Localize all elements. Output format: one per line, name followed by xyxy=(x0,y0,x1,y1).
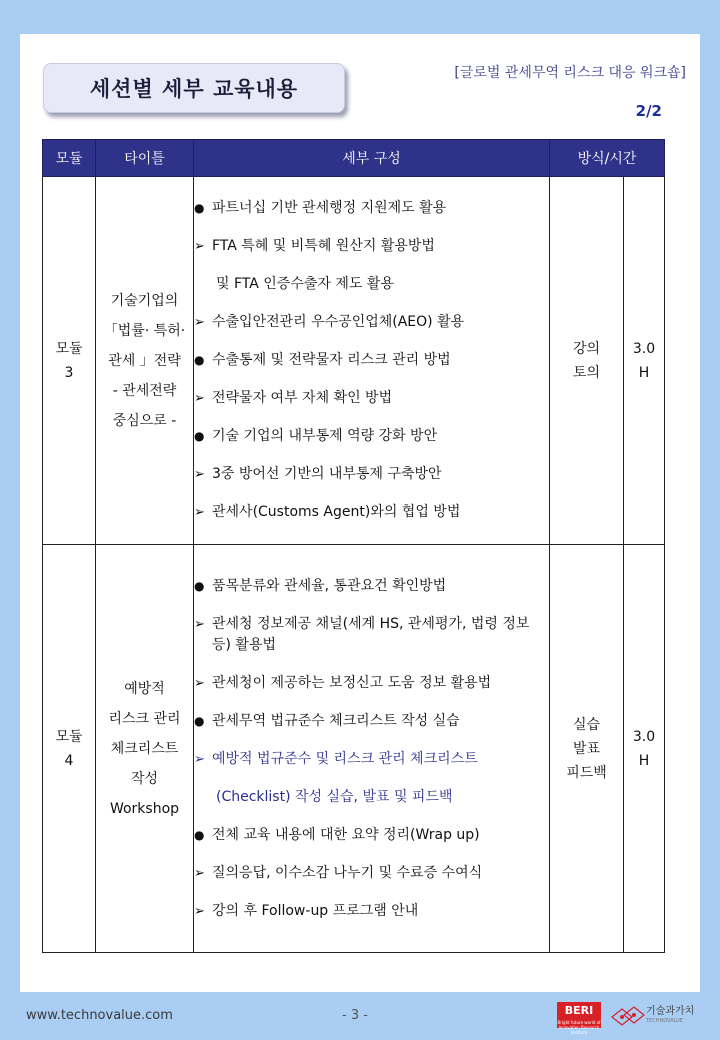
bullet-icon: ● xyxy=(194,201,205,215)
bullet-icon: ● xyxy=(194,827,205,842)
detail-item xyxy=(194,614,549,656)
footer-url: www.technovalue.com xyxy=(26,1008,173,1023)
table-header-row xyxy=(43,140,665,177)
beri-logo-text: BERI xyxy=(564,1004,594,1017)
technovalue-logo xyxy=(610,1002,706,1028)
detail-text: 질의응답, 이수소감 나누기 및 수료증 수여식 xyxy=(212,864,483,881)
method-cell xyxy=(550,177,624,545)
bullet-icon: ● xyxy=(194,353,205,367)
session-title-line: 중심으로 - xyxy=(112,412,177,429)
session-title-line: Workshop xyxy=(109,800,180,817)
detail-item xyxy=(194,350,549,371)
module-number: 4 xyxy=(64,752,74,769)
detail-item xyxy=(194,426,549,447)
detail-continuation: (Checklist) 작성 실습, 발표 및 피드백 xyxy=(216,788,453,805)
session-title-line: 예방적 xyxy=(124,680,165,697)
technovalue-logo-sub: TECHNOVALUE xyxy=(646,1018,683,1024)
time-line: 3.0 xyxy=(632,728,656,745)
arrow-bullet-icon: ➢ xyxy=(194,751,205,767)
detail-text: 강의 후 Follow-up 프로그램 안내 xyxy=(212,902,419,919)
bullet-icon: ● xyxy=(194,713,205,728)
arrow-bullet-icon: ➢ xyxy=(194,865,205,881)
session-title-line: 체크리스트 xyxy=(110,740,179,757)
detail-text: 전략물자 여부 자체 확인 방법 xyxy=(212,390,393,406)
table-row xyxy=(43,177,665,545)
session-title-line: 「법률· 특허· xyxy=(103,322,186,339)
arrow-bullet-icon: ➢ xyxy=(194,391,205,406)
technovalue-logo-label xyxy=(646,1006,694,1024)
detail-text: 기술 기업의 내부통제 역량 강화 방안 xyxy=(212,428,438,444)
header-title: 타이틀 xyxy=(96,140,194,177)
header-method-time: 방식/시간 xyxy=(550,140,665,177)
detail-text: 품목분류와 관세율, 통관요건 확인방법 xyxy=(212,577,447,594)
footer-page-number: - 3 - xyxy=(342,1008,368,1023)
detail-text: 수출통제 및 전략물자 리스크 관리 방법 xyxy=(212,352,451,368)
session-title-line: 관세 」전략 xyxy=(108,352,181,369)
method-line: 피드백 xyxy=(566,764,607,781)
method-line: 강의 xyxy=(572,340,601,357)
detail-item xyxy=(194,388,549,409)
time-cell xyxy=(624,177,665,545)
time-line: H xyxy=(638,752,650,769)
detail-item xyxy=(194,198,549,219)
detail-item xyxy=(194,901,549,922)
detail-text: FTA 특혜 및 비특혜 원산지 활용방법 xyxy=(212,238,435,254)
detail-item xyxy=(194,863,549,884)
bullet-icon: ● xyxy=(194,578,205,593)
bullet-icon: ● xyxy=(194,429,205,443)
detail-item xyxy=(194,673,549,694)
method-line: 발표 xyxy=(572,740,601,757)
session-title-line: 작성 xyxy=(130,770,159,787)
curriculum-table xyxy=(42,139,665,953)
detail-item xyxy=(194,312,549,333)
module-cell xyxy=(43,545,96,953)
beri-logo-tagline: Bright future world of Innovation Research Institute xyxy=(557,1020,601,1035)
arrow-bullet-icon: ➢ xyxy=(194,505,205,520)
session-title-line: - 관세전략 xyxy=(112,382,177,399)
method-line: 토의 xyxy=(572,364,601,381)
page-title: 세션별 세부 교육내용 xyxy=(43,63,345,113)
document-page xyxy=(20,34,700,992)
module-cell xyxy=(43,177,96,545)
header-detail: 세부 구성 xyxy=(194,140,550,177)
time-line: H xyxy=(638,364,650,381)
detail-item xyxy=(194,749,549,770)
detail-item xyxy=(194,236,549,257)
detail-text: 관세청 정보제공 채널(세계 HS, 관세평가, 법령 정보 등) 활용법 xyxy=(212,615,530,653)
arrow-bullet-icon: ➢ xyxy=(194,903,205,919)
session-title-cell xyxy=(96,177,194,545)
header-module: 모듈 xyxy=(43,140,96,177)
detail-item xyxy=(194,825,549,846)
technovalue-mark-icon xyxy=(610,1003,646,1027)
detail-text: 파트너십 기반 관세행정 지원제도 활용 xyxy=(212,200,447,216)
module-label: 모듈 xyxy=(55,728,83,745)
detail-text: 수출입안전관리 우수공인업체(AEO) 활용 xyxy=(212,314,465,330)
detail-text: 관세무역 법규준수 체크리스트 작성 실습 xyxy=(212,712,460,729)
method-line: 실습 xyxy=(572,716,601,733)
detail-item xyxy=(194,464,549,485)
detail-item xyxy=(194,576,549,597)
method-cell xyxy=(550,545,624,953)
beri-logo xyxy=(557,1002,601,1035)
table-row xyxy=(43,545,665,953)
workshop-subtitle: [글로벌 관세무역 리스크 대응 워크숍] xyxy=(454,65,686,81)
time-line: 3.0 xyxy=(632,340,656,357)
detail-item xyxy=(194,711,549,732)
detail-text: 관세사(Customs Agent)와의 협업 방법 xyxy=(212,504,461,520)
detail-continuation: 및 FTA 인증수출자 제도 활용 xyxy=(216,276,394,292)
detail-cell xyxy=(194,545,550,953)
technovalue-logo-name: 기술과가치 xyxy=(646,1006,695,1017)
detail-text: 전체 교육 내용에 대한 요약 정리(Wrap up) xyxy=(212,826,480,843)
arrow-bullet-icon: ➢ xyxy=(194,315,205,330)
section-page-indicator: 2/2 xyxy=(635,102,662,120)
arrow-bullet-icon: ➢ xyxy=(194,675,205,691)
arrow-bullet-icon: ➢ xyxy=(194,467,205,482)
time-cell xyxy=(624,545,665,953)
module-label: 모듈 xyxy=(55,340,83,357)
session-title-line: 리스크 관리 xyxy=(108,710,181,727)
arrow-bullet-icon: ➢ xyxy=(194,239,205,254)
session-title-line: 기술기업의 xyxy=(110,292,179,309)
detail-text: 3중 방어선 기반의 내부통제 구축방안 xyxy=(212,466,442,482)
detail-cell xyxy=(194,177,550,545)
detail-item xyxy=(194,502,549,523)
arrow-bullet-icon: ➢ xyxy=(194,616,205,632)
module-number: 3 xyxy=(64,364,74,381)
session-title-cell xyxy=(96,545,194,953)
detail-text: 관세청이 제공하는 보정신고 도움 정보 활용법 xyxy=(212,674,492,691)
detail-text: 예방적 법규준수 및 리스크 관리 체크리스트 xyxy=(212,750,478,767)
